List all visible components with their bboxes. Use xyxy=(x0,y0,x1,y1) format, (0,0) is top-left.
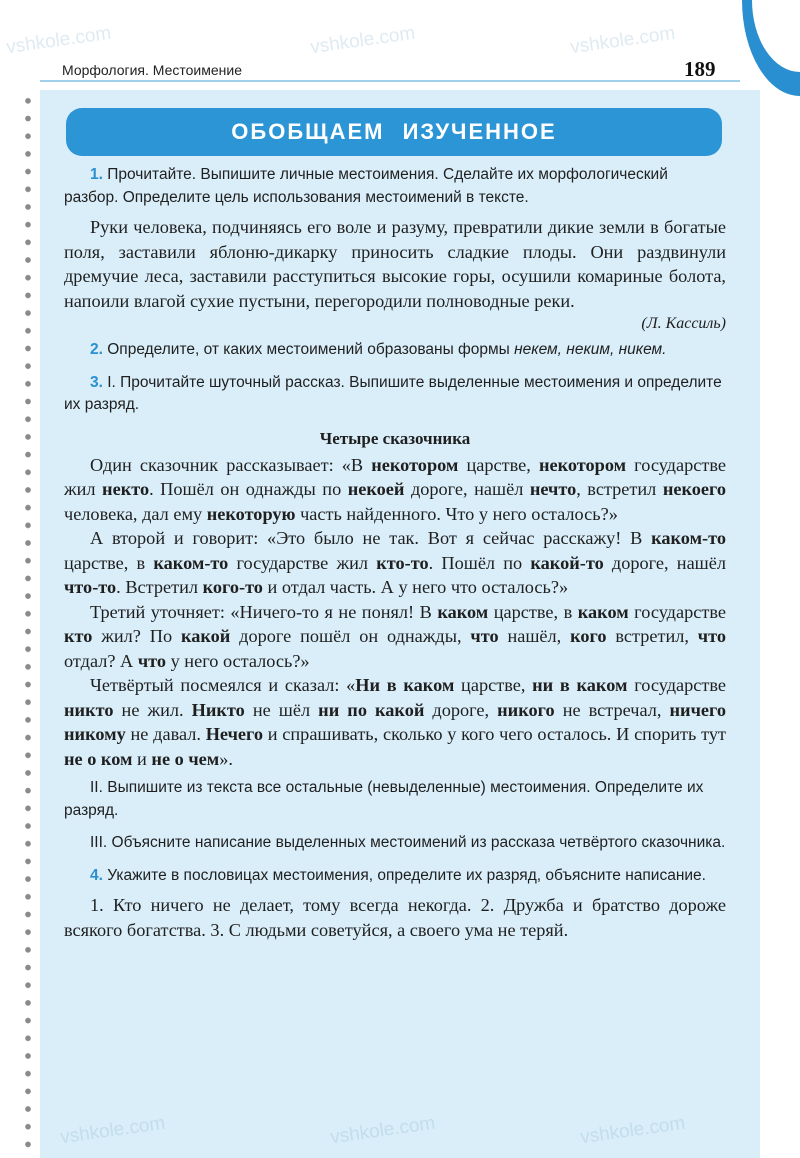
highlighted-pronoun: что xyxy=(697,626,726,646)
highlighted-pronoun: Никто xyxy=(191,699,245,720)
running-header: Морфология. Местоимение xyxy=(62,62,243,78)
story-text: государстве жил xyxy=(228,552,377,573)
watermark: vshkole.com xyxy=(328,1112,437,1149)
highlighted-pronoun: Ни в каком xyxy=(355,675,455,695)
highlighted-pronoun: каком xyxy=(577,601,629,622)
page-number: 189 xyxy=(684,57,716,81)
highlighted-pronoun: не о ком xyxy=(64,748,133,769)
highlighted-pronoun: каком-то xyxy=(153,552,229,573)
story-text: государстве xyxy=(628,601,726,622)
task-number: 2. xyxy=(90,341,103,358)
story-text: царстве, xyxy=(454,675,533,695)
story-text: государстве xyxy=(627,675,727,695)
story-text: и xyxy=(132,748,152,769)
story-text: не встречал, xyxy=(554,699,670,720)
story-text: человека, дал ему xyxy=(64,503,207,524)
section-title: ОБОБЩАЕМ ИЗУЧЕННОЕ xyxy=(231,119,557,144)
highlighted-pronoun: никого xyxy=(497,699,555,720)
story-text: жил? По xyxy=(92,626,181,646)
story-text: , встретил xyxy=(576,479,663,499)
highlighted-pronoun: ни в каком xyxy=(532,675,628,695)
watermark: vshkole.com xyxy=(578,1112,687,1149)
highlighted-pronoun: какой xyxy=(180,626,231,646)
highlighted-pronoun: каком-то xyxy=(651,528,726,548)
highlighted-pronoun: кто-то xyxy=(376,552,429,573)
story-text: и отдал часть. А у него что осталось?» xyxy=(262,577,569,597)
highlighted-pronoun: что-то xyxy=(64,577,117,597)
story-text: дороге, xyxy=(424,699,498,720)
task-3-part-2: II. Выпишите из текста все остальные (невыделенные) местоимения. Определите их разряд. xyxy=(64,779,704,819)
story-text: и спрашивать, сколько у кого чего осталось. И спорить тут xyxy=(262,724,726,744)
task-number: 1. xyxy=(90,166,103,183)
story-text: . Пошёл по xyxy=(428,552,531,573)
task-4-instruction: 4. Укажите в пословицах местоимения, определите их разряд, объясните написание. xyxy=(90,866,706,884)
story-text: государстве жил xyxy=(64,454,726,499)
story-text: отдал? А xyxy=(64,650,138,671)
highlighted-pronoun: не о чем xyxy=(151,748,220,769)
story-text: не давал. xyxy=(125,724,206,744)
header-rule xyxy=(40,80,740,82)
title-banner xyxy=(66,108,722,156)
highlighted-pronoun: нечто xyxy=(529,479,577,499)
story-text: царстве, в xyxy=(488,601,578,622)
task-1-instruction: 1. Прочитайте. Выпишите личные местоимения. Сделайте их морфологический разбор. Определите цель использования местоимений в тексте. xyxy=(64,166,668,206)
watermark: vshkole.com xyxy=(4,22,113,59)
highlighted-pronoun: Нечего xyxy=(205,724,263,744)
highlighted-pronoun: какой-то xyxy=(530,552,604,573)
story-text: ». xyxy=(219,748,233,769)
task-2-instruction: 2. Определите, от каких местоимений образованы формы некем, неким, никем. xyxy=(90,341,667,358)
highlighted-pronoun: некоей xyxy=(347,479,405,499)
highlighted-pronoun: кого xyxy=(570,626,607,646)
story-text: царстве, в xyxy=(64,552,154,573)
page-content xyxy=(64,164,726,942)
highlighted-pronoun: некоего xyxy=(662,479,726,499)
watermark: vshkole.com xyxy=(568,22,677,59)
task-number: 4. xyxy=(90,866,103,884)
binding-dots xyxy=(22,92,34,1152)
story-text: . Встретил xyxy=(116,577,203,597)
story-text: не жил. xyxy=(113,699,192,720)
story-text: . Пошёл он однажды по xyxy=(149,479,348,499)
story-text: царстве, xyxy=(458,454,539,475)
highlighted-pronoun: каком xyxy=(437,601,489,622)
highlighted-pronoun: никто xyxy=(64,699,114,720)
story-title: Четыре сказочника xyxy=(319,428,471,448)
task-1-text: Руки человека, подчиняясь его воле и разуму, превратили дикие земли в богатые поля, заставили яблоню-дикарку приносить сладкие плоды. Они раздвинули дремучие леса, заставили расступиться высокие горы, осушили комариные болота, напоили влагой сухие пустыни, перегородили полноводные реки. xyxy=(64,217,726,311)
watermark: vshkole.com xyxy=(308,22,417,59)
highlighted-pronoun: некотором xyxy=(538,454,627,475)
story-text: дороге, нашёл xyxy=(603,552,726,573)
watermark: vshkole.com xyxy=(58,1112,167,1149)
highlighted-pronoun: кто xyxy=(64,626,93,646)
story-paragraph-2 xyxy=(64,526,726,600)
story-text: Третий уточняет: «Ничего-то я не понял! В xyxy=(90,601,438,622)
story-text: Один сказочник рассказывает: «В xyxy=(90,454,372,475)
highlighted-pronoun: некотором xyxy=(371,454,459,475)
page-corner-tab xyxy=(742,0,800,96)
task-2-forms: некем, неким, никем. xyxy=(514,341,667,358)
task-4-proverbs: 1. Кто ничего не делает, тому всегда некогда. 2. Дружба и братство дороже всякого богатства. 3. С людьми советуйся, а своего ума не теряй. xyxy=(64,895,726,940)
story-text: часть найденного. Что у него осталось?» xyxy=(295,503,618,524)
highlighted-pronoun: ни по какой xyxy=(318,699,425,720)
story-text: нашёл, xyxy=(498,626,571,646)
story-paragraph-3 xyxy=(64,600,726,674)
story-text: дороге пошёл он однажды, xyxy=(230,626,471,646)
story-text: не шёл xyxy=(244,699,319,720)
story-text: А второй и говорит: «Это было не так. Вот я сейчас расскажу! В xyxy=(90,528,652,548)
highlighted-pronoun: что xyxy=(470,626,499,646)
highlighted-pronoun: что xyxy=(137,650,167,671)
highlighted-pronoun: некоторую xyxy=(206,503,296,524)
story-text: дороге, нашёл xyxy=(404,479,530,499)
story-text: у него осталось?» xyxy=(166,650,310,671)
story-paragraph-1 xyxy=(64,453,726,527)
story-paragraph-4 xyxy=(64,673,726,771)
highlighted-pronoun: кого-то xyxy=(202,577,263,597)
highlighted-pronoun: ничего никому xyxy=(64,699,726,744)
story-text: встретил, xyxy=(606,626,698,646)
task-3-part-3: III. Объясните написание выделенных местоимений из рассказа четвёртого сказочника. xyxy=(90,834,726,851)
task-number: 3. xyxy=(90,373,103,391)
task-3-instruction: 3. I. Прочитайте шуточный рассказ. Выпишите выделенные местоимения и определите их разряд. xyxy=(64,373,722,413)
task-1-author: (Л. Кассиль) xyxy=(641,315,726,332)
highlighted-pronoun: некто xyxy=(102,479,150,499)
story-text: Четвёртый посмеялся и сказал: « xyxy=(90,675,356,695)
